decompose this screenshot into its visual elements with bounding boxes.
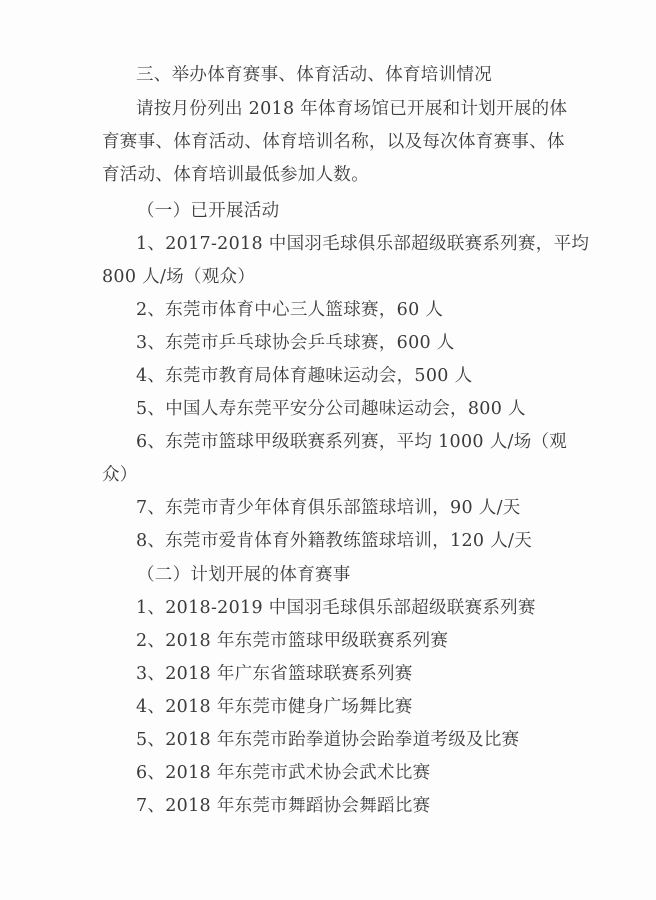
section1-title: （一）已开展活动 xyxy=(137,201,280,221)
list-item: 1、2018-2019 中国羽毛球俱乐部超级联赛系列赛 xyxy=(136,598,536,618)
section2-title: （二）计划开展的体育赛事 xyxy=(137,565,351,585)
list-item: 5、2018 年东莞市跆拳道协会跆拳道考级及比赛 xyxy=(136,730,520,750)
list-item-continuation: 800 人/场（观众） xyxy=(102,267,256,287)
intro-line-1: 请按月份列出 2018 年体育场馆已开展和计划开展的体 xyxy=(136,99,568,119)
list-item: 4、东莞市教育局体育趣味运动会，500 人 xyxy=(136,366,473,386)
list-item-continuation: 众） xyxy=(102,465,138,485)
list-item: 6、东莞市篮球甲级联赛系列赛，平均 1000 人/场（观 xyxy=(136,432,568,452)
section-heading: 三、举办体育赛事、体育活动、体育培训情况 xyxy=(136,65,492,85)
list-item: 6、2018 年东莞市武术协会武术比赛 xyxy=(136,763,431,783)
list-item: 7、东莞市青少年体育俱乐部篮球培训，90 人/天 xyxy=(136,498,521,518)
list-item: 3、2018 年广东省篮球联赛系列赛 xyxy=(136,664,413,684)
list-item: 5、中国人寿东莞平安分公司趣味运动会，800 人 xyxy=(136,399,526,419)
list-item: 2、2018 年东莞市篮球甲级联赛系列赛 xyxy=(136,631,449,651)
list-item: 8、东莞市爱肯体育外籍教练篮球培训，120 人/天 xyxy=(136,531,532,551)
intro-line-3: 育活动、体育培训最低参加人数。 xyxy=(102,165,369,185)
intro-line-2: 育赛事、体育活动、体育培训名称，以及每次体育赛事、体 xyxy=(102,132,565,152)
list-item: 7、2018 年东莞市舞蹈协会舞蹈比赛 xyxy=(136,796,431,816)
list-item: 2、东莞市体育中心三人篮球赛，60 人 xyxy=(136,300,444,320)
list-item: 4、2018 年东莞市健身广场舞比赛 xyxy=(136,697,413,717)
list-item: 3、东莞市乒乓球协会乒乓球赛，600 人 xyxy=(136,333,455,353)
list-item: 1、2017-2018 中国羽毛球俱乐部超级联赛系列赛，平均 xyxy=(136,234,590,254)
